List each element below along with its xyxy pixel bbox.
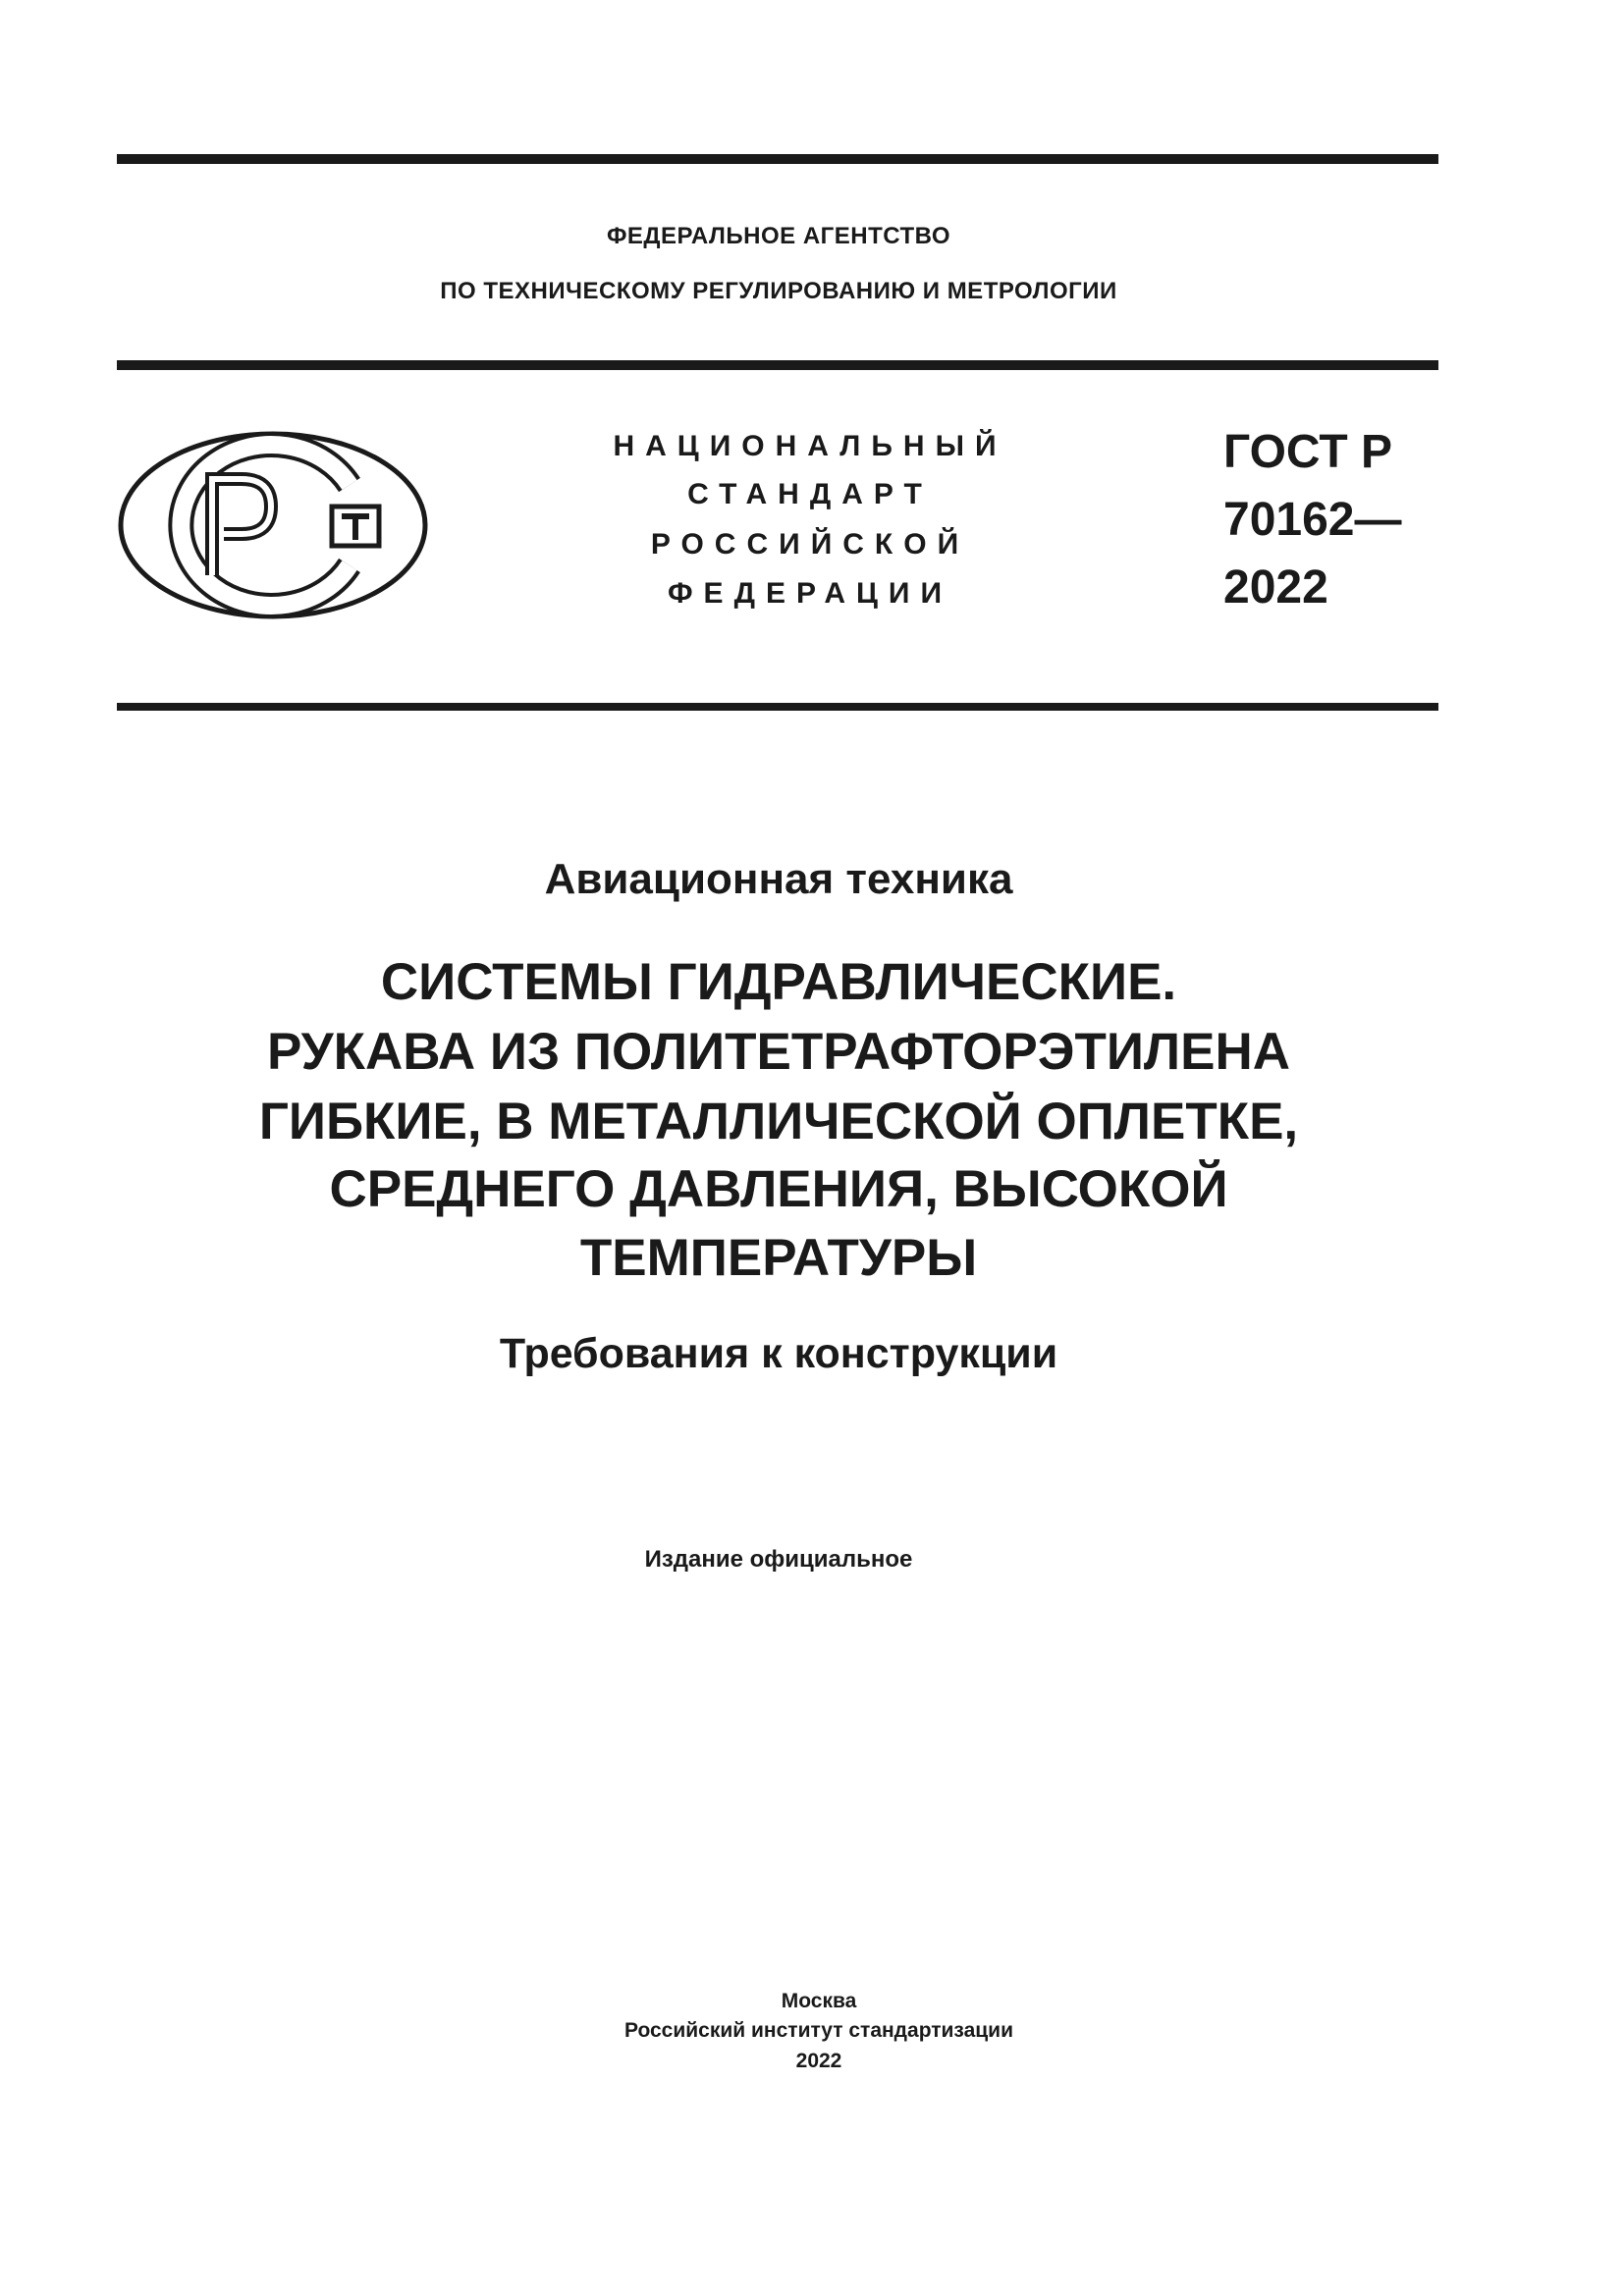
standard-type-line-4: ФЕДЕРАЦИИ [667, 577, 953, 610]
document-title-line: СРЕДНЕГО ДАВЛЕНИЯ, ВЫСОКОЙ [329, 1160, 1228, 1218]
document-title-line: ТЕМПЕРАТУРЫ [579, 1229, 978, 1287]
publisher-city: Москва [781, 1990, 857, 2012]
cover-divider [117, 703, 1438, 711]
rst-certification-mark-icon [116, 428, 430, 624]
publication-year: 2022 [795, 2050, 842, 2072]
document-title-line: ГИБКИЕ, В МЕТАЛЛИЧЕСКОЙ ОПЛЕТКЕ, [258, 1093, 1299, 1150]
designation-line-1: ГОСТ Р [1223, 426, 1393, 478]
agency-name-line-2: ПО ТЕХНИЧЕСКОМУ РЕГУЛИРОВАНИЮ И МЕТРОЛОГИИ [440, 278, 1117, 304]
header-divider [117, 360, 1438, 370]
document-subtitle: Требования к конструкции [499, 1330, 1058, 1377]
edition-note: Издание официальное [644, 1546, 913, 1573]
top-divider [117, 154, 1438, 164]
standard-type-line-2: СТАНДАРТ [687, 478, 933, 510]
agency-name-line-1: ФЕДЕРАЛЬНОЕ АГЕНТСТВО [606, 223, 951, 249]
designation-line-3: 2022 [1223, 561, 1328, 614]
rst-logo-graphic [116, 428, 430, 624]
designation-line-2: 70162— [1223, 494, 1402, 546]
publisher-organization: Российский институт стандартизации [623, 2019, 1014, 2042]
document-subject: Авиационная техника [544, 855, 1013, 903]
document-title-line: СИСТЕМЫ ГИДРАВЛИЧЕСКИЕ. [380, 953, 1177, 1011]
document-title-line: РУКАВА ИЗ ПОЛИТЕТРАФТОРЭТИЛЕНА [266, 1023, 1291, 1081]
standard-type-line-1: НАЦИОНАЛЬНЫЙ [613, 430, 1007, 462]
standard-type-line-3: РОССИЙСКОЙ [650, 528, 970, 561]
